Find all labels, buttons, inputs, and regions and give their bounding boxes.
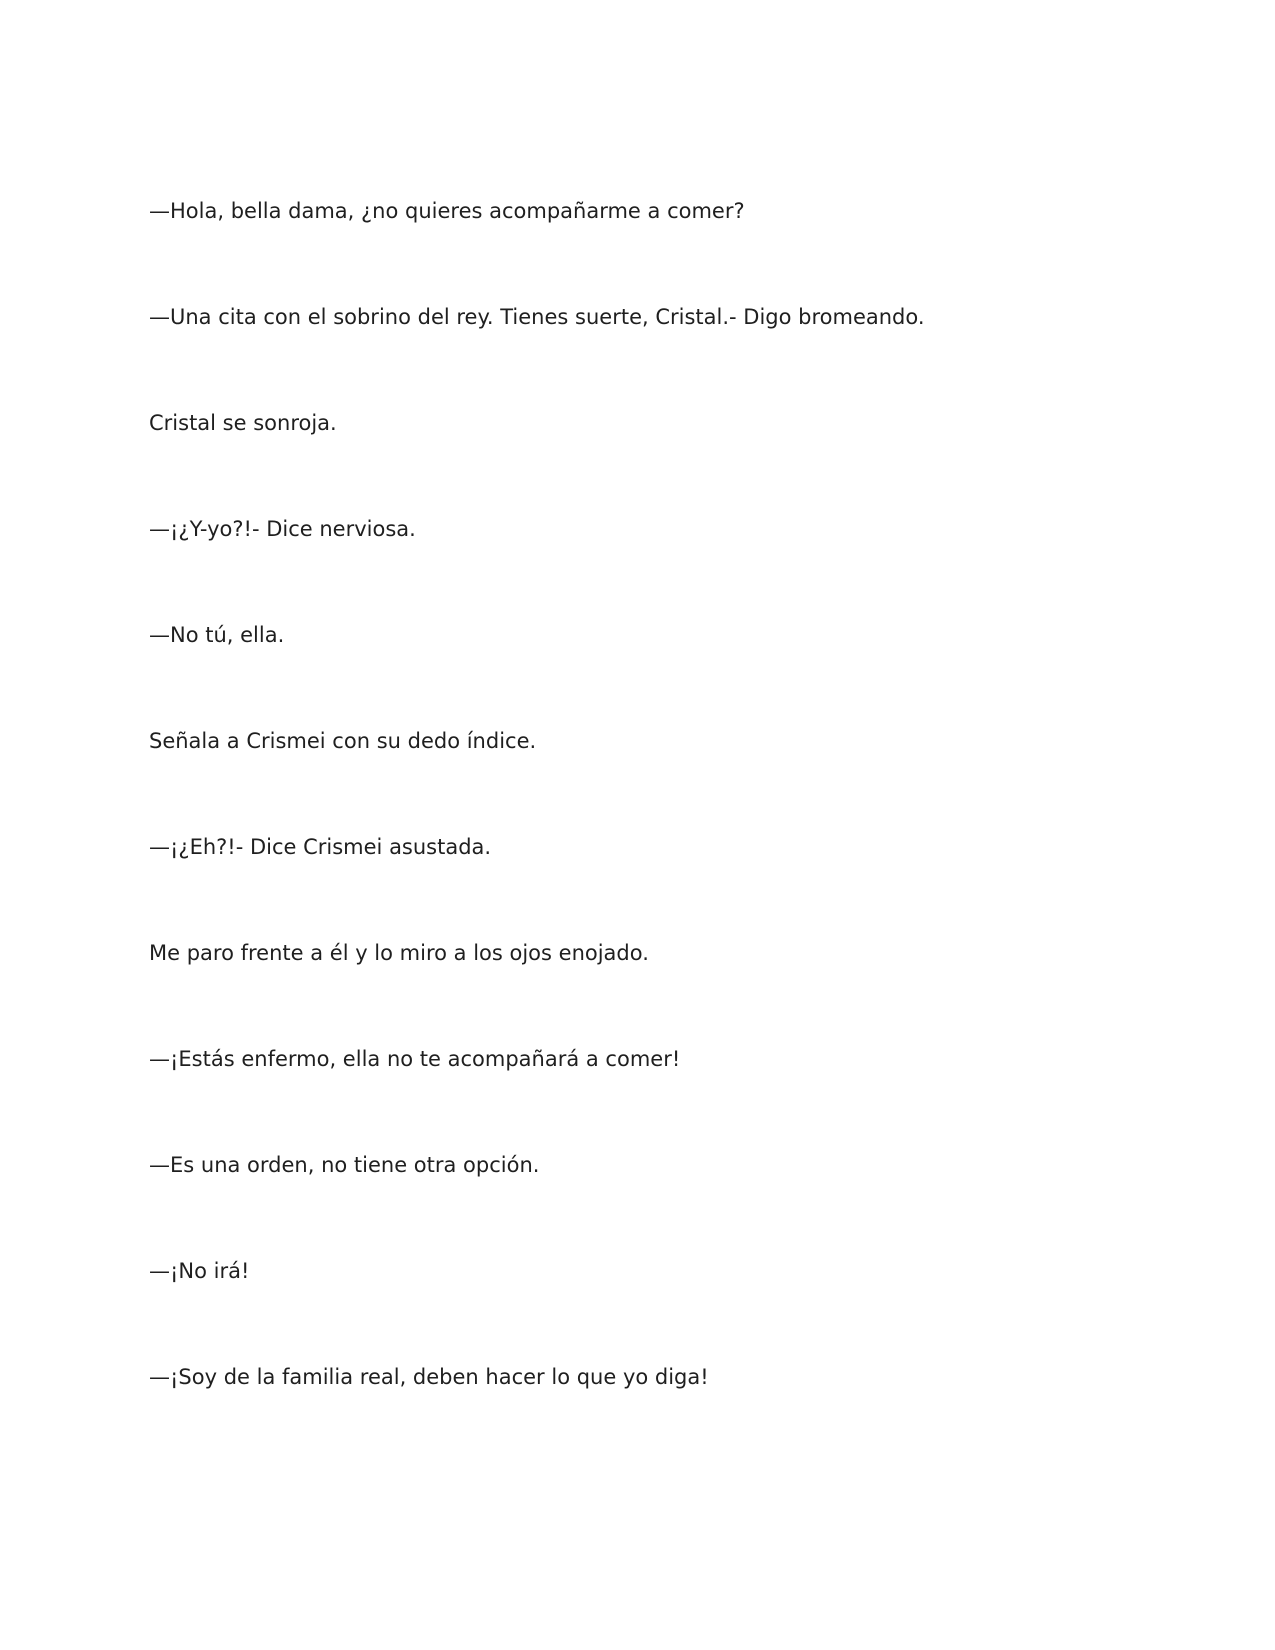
paragraph: —¡¿Y-yo?!- Dice nerviosa.: [149, 517, 416, 541]
paragraph: —¡Soy de la familia real, deben hacer lo que yo diga!: [149, 1365, 709, 1389]
paragraph: —Una cita con el sobrino del rey. Tienes suerte, Cristal.- Digo bromeando.: [149, 305, 925, 329]
paragraph: —Hola, bella dama, ¿no quieres acompañarme a comer?: [149, 199, 745, 223]
paragraph: —Es una orden, no tiene otra opción.: [149, 1153, 540, 1177]
document-body: [149, 198, 1149, 1470]
paragraph: —¡No irá!: [149, 1259, 250, 1283]
paragraph: Señala a Crismei con su dedo índice.: [149, 729, 537, 753]
paragraph: —¡¿Eh?!- Dice Crismei asustada.: [149, 835, 492, 859]
paragraph: —¡Estás enfermo, ella no te acompañará a comer!: [149, 1047, 681, 1071]
paragraph: Me paro frente a él y lo miro a los ojos enojado.: [149, 941, 649, 965]
paragraph: —No tú, ella.: [149, 623, 285, 647]
paragraph: Cristal se sonroja.: [149, 411, 337, 435]
